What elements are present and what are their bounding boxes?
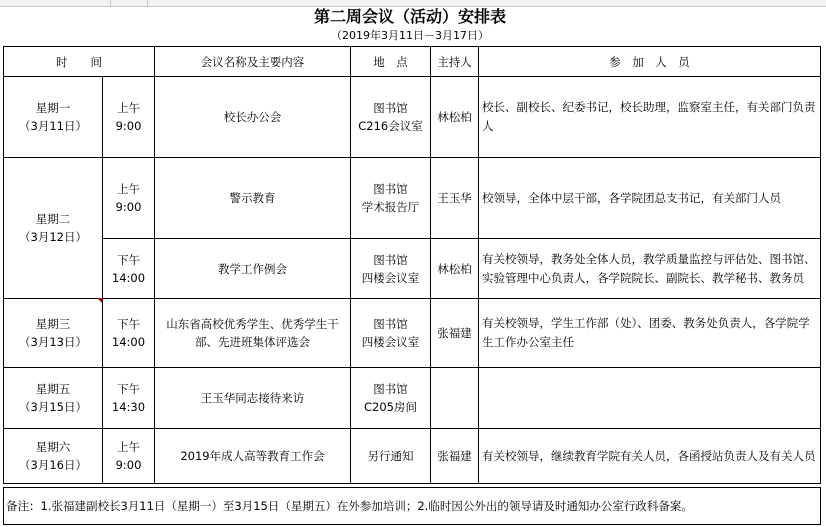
host-cell: 王玉华: [431, 158, 479, 239]
table-row: [4, 77, 821, 158]
host-cell: 林松柏: [431, 77, 479, 158]
header-location: 地 点: [351, 47, 431, 77]
day-name: 星期二: [35, 212, 71, 226]
host-cell: 张福建: [431, 429, 479, 484]
day-date: （3月13日）: [19, 335, 87, 349]
attendees-cell: 有关校领导，学生工作部（处）、团委、教务处负责人，各学院学生工作办公室主任: [479, 299, 821, 368]
topic-cell: 王玉华同志接待来访: [155, 368, 351, 429]
location-line: 图书馆: [373, 252, 408, 267]
time-cell: [103, 158, 155, 239]
period-label: 下午: [117, 382, 140, 396]
time-cell: [103, 299, 155, 368]
location-line: 图书馆: [373, 101, 408, 115]
day-cell: [4, 77, 103, 158]
location-line: 四楼会议室: [361, 335, 420, 349]
time-label: 14:00: [111, 335, 146, 349]
period-label: 下午: [117, 317, 140, 331]
location-line: C216会议室: [358, 119, 423, 133]
day-date: （3月11日）: [19, 119, 87, 133]
location-cell: [351, 368, 431, 429]
topic-cell: 2019年成人高等教育工作会: [155, 429, 351, 484]
time-cell: [103, 77, 155, 158]
header-attendees: 参 加 人 员: [479, 47, 821, 77]
page-subtitle: （2019年3月11日－3月17日）: [331, 29, 489, 42]
location-line: C205房间: [364, 400, 417, 414]
footnote: 备注：1.张福建副校长3月11日（星期一）至3月15日（星期五）在外参加培训；2.临时因公外出的领导请及时通知办公室行政科备案。: [3, 487, 821, 525]
comment-indicator: [97, 298, 102, 303]
time-label: 9:00: [115, 119, 142, 133]
location-line: 学术报告厅: [361, 200, 420, 214]
location-line: 图书馆: [373, 382, 408, 396]
time-label: 14:00: [111, 270, 146, 285]
location-line: 另行通知: [367, 449, 414, 463]
table-row: [4, 368, 821, 429]
schedule-table: [3, 46, 821, 484]
header-row: [4, 47, 821, 77]
host-cell: [431, 368, 479, 429]
time-label: 14:30: [111, 400, 146, 414]
location-line: 四楼会议室: [361, 270, 420, 285]
attendees-cell: [479, 368, 821, 429]
location-cell: [351, 239, 431, 299]
topic-cell: 山东省高校优秀学生、优秀学生干部、先进班集体评选会: [155, 299, 351, 368]
day-cell: [4, 429, 103, 484]
period-label: 上午: [117, 440, 140, 454]
day-cell: [4, 368, 103, 429]
attendees-cell: 有关校领导，继续教育学院有关人员，各函授站负责人及有关人员: [479, 429, 821, 484]
page-title: 第二周会议（活动）安排表: [313, 7, 506, 26]
time-cell: [103, 239, 155, 299]
day-name: 星期六: [35, 440, 71, 454]
attendees-cell: 校领导，全体中层干部，各学院团总支书记，有关部门人员: [479, 158, 821, 239]
time-label: 9:00: [115, 200, 142, 214]
location-line: 图书馆: [373, 317, 408, 331]
day-date: （3月12日）: [19, 230, 87, 244]
topic-cell: 教学工作例会: [155, 239, 351, 299]
time-cell: [103, 368, 155, 429]
location-cell: [351, 77, 431, 158]
location-cell: [351, 158, 431, 239]
table-row: [4, 158, 821, 239]
day-cell: [4, 158, 103, 299]
location-cell: [351, 299, 431, 368]
period-label: 上午: [117, 182, 140, 196]
table-row: [4, 429, 821, 484]
attendees-cell: 校长、副校长、纪委书记，校长助理，监察室主任，有关部门负责人: [479, 77, 821, 158]
day-date: （3月15日）: [19, 400, 87, 414]
location-line: 图书馆: [373, 182, 408, 196]
host-cell: 张福建: [431, 299, 479, 368]
table-row: [4, 239, 821, 299]
table-row: [4, 299, 821, 368]
period-label: 下午: [117, 252, 140, 267]
day-name: 星期五: [35, 382, 71, 396]
header-time: 时 间: [4, 47, 155, 77]
location-cell: [351, 429, 431, 484]
header-topic: 会议名称及主要内容: [155, 47, 351, 77]
day-cell: [4, 299, 103, 368]
host-cell: 林松柏: [431, 239, 479, 299]
time-label: 9:00: [115, 458, 142, 472]
day-name: 星期一: [35, 101, 71, 115]
topic-cell: 警示教育: [155, 158, 351, 239]
day-name: 星期三: [35, 317, 71, 331]
period-label: 上午: [117, 101, 140, 115]
header-host: 主持人: [431, 47, 479, 77]
topic-cell: 校长办公会: [155, 77, 351, 158]
time-cell: [103, 429, 155, 484]
day-date: （3月16日）: [19, 458, 87, 472]
attendees-cell: 有关校领导，教务处全体人员，教学质量监控与评估处、图书馆、实验管理中心负责人，各学院院长、副院长、教学秘书、教务员: [479, 239, 821, 299]
